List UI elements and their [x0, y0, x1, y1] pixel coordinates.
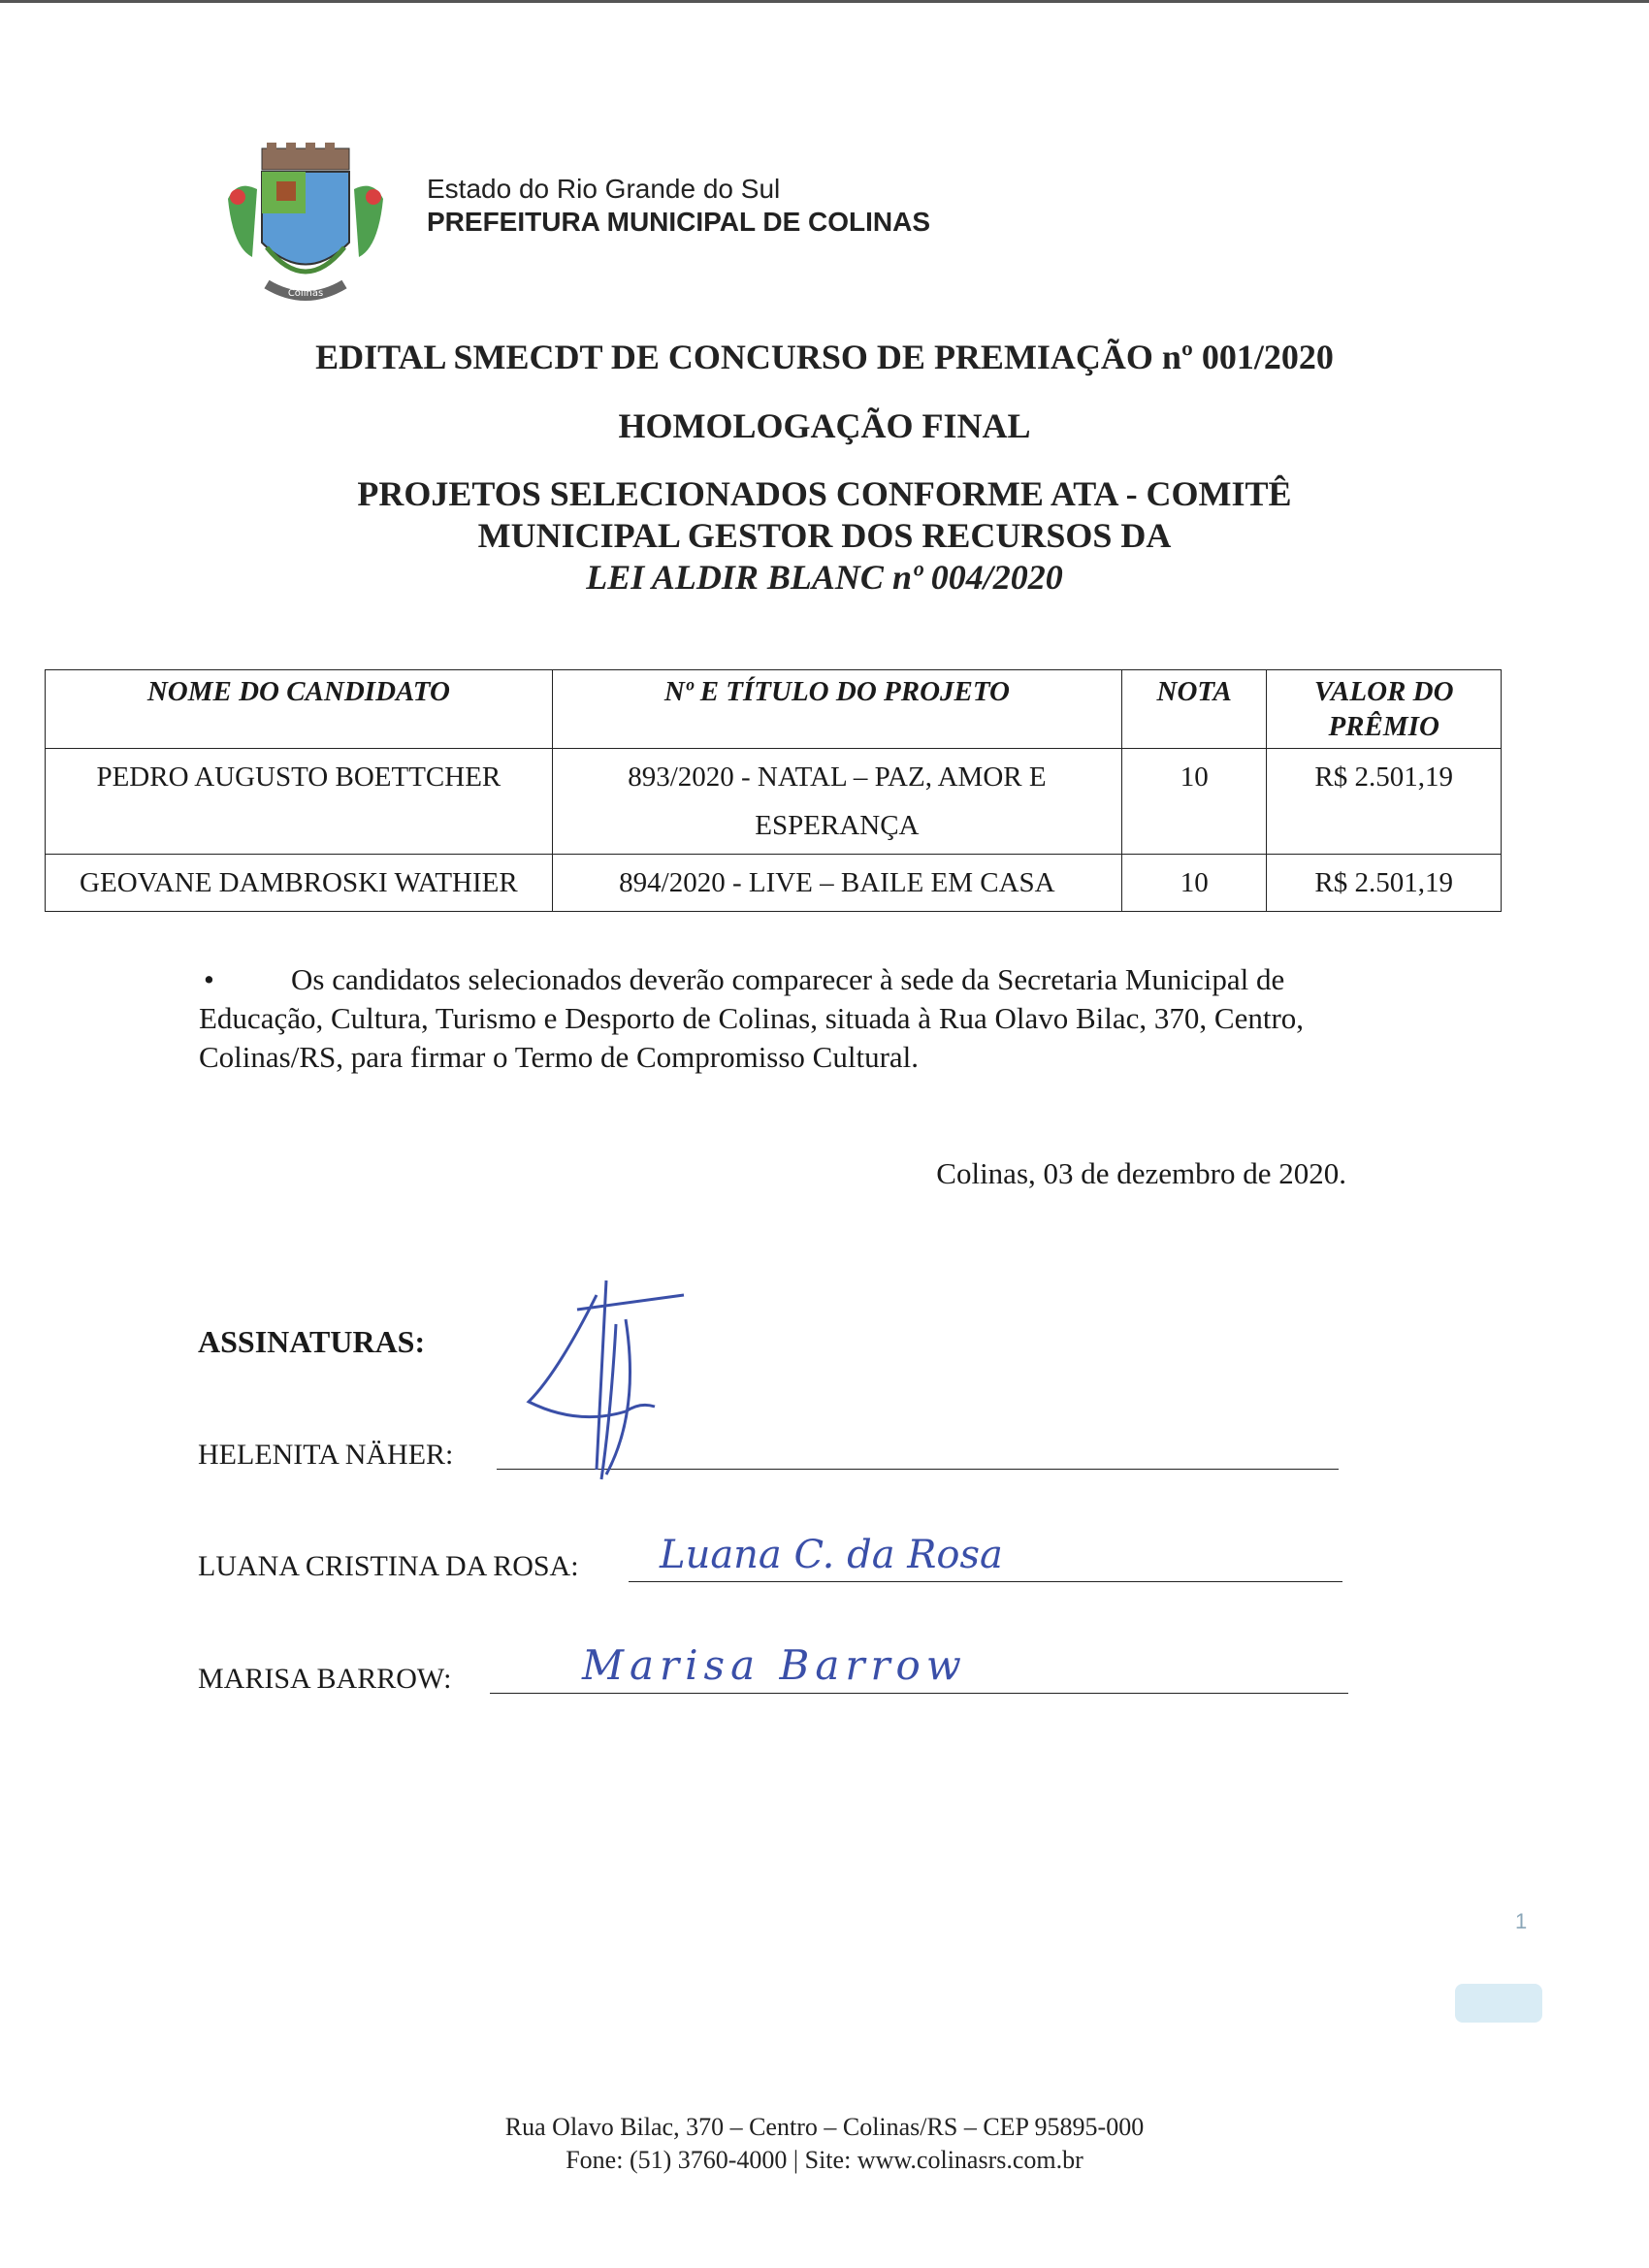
edital-title: EDITAL SMECDT DE CONCURSO DE PREMIAÇÃO nº 001/2020 [315, 338, 1334, 376]
signer-label-luana: LUANA CRISTINA DA ROSA: [198, 1550, 579, 1582]
scan-edge [0, 0, 1649, 3]
coat-of-arms-icon [209, 141, 403, 310]
instruction-note [199, 960, 1348, 1077]
signatures-heading: ASSINATURAS: [198, 1324, 426, 1359]
signature-marisa: Marisa Barrow [582, 1641, 967, 1689]
project-title: 894/2020 - LIVE – BAILE EM CASA [552, 855, 1121, 912]
page-number: 1 [1515, 1909, 1528, 1933]
results-table [45, 669, 1502, 912]
document-date: Colinas, 03 de dezembro de 2020. [936, 1156, 1346, 1190]
header [427, 173, 930, 239]
grade: 10 [1122, 749, 1267, 855]
signer-label-marisa: MARISA BARROW: [198, 1663, 452, 1695]
header-prize: VALOR DO PRÊMIO [1267, 670, 1502, 749]
emblem-text: Colinas [287, 288, 324, 299]
signature-helenita-icon [519, 1266, 694, 1489]
table-row [46, 855, 1502, 912]
footer-contact: Fone: (51) 3760-4000 | Site: www.colinasrs.com.br [566, 2146, 1083, 2174]
signer-label-helenita: HELENITA NÄHER: [198, 1439, 454, 1471]
signature-line [629, 1581, 1342, 1582]
candidate-name: PEDRO AUGUSTO BOETTCHER [46, 749, 553, 855]
stamp-mark [1455, 1984, 1542, 2023]
projects-title [0, 473, 1649, 599]
prize-value: R$ 2.501,19 [1267, 749, 1502, 855]
header-grade: NOTA [1122, 670, 1267, 749]
state-name: Estado do Rio Grande do Sul [427, 174, 781, 204]
table-row [46, 749, 1502, 855]
prize-value: R$ 2.501,19 [1267, 855, 1502, 912]
prefecture-name: PREFEITURA MUNICIPAL DE COLINAS [427, 207, 931, 237]
projects-title-line1: PROJETOS SELECIONADOS CONFORME ATA - COMITÊ [357, 474, 1292, 513]
header-project: Nº E TÍTULO DO PROJETO [552, 670, 1121, 749]
header-candidate: NOME DO CANDIDATO [46, 670, 553, 749]
grade: 10 [1122, 855, 1267, 912]
instruction-text: Os candidatos selecionados deverão comparecer à sede da Secretaria Municipal de Educação, Cultura, Turismo e Desporto de Colinas, situada à Rua Olavo Bilac, 370, Centro, Colinas/RS, para firmar o Termo de Compromisso Cultural. [199, 962, 1305, 1074]
footer-address: Rua Olavo Bilac, 370 – Centro – Colinas/RS – CEP 95895-000 [504, 2113, 1145, 2141]
signature-luana: Luana C. da Rosa [660, 1533, 1003, 1577]
homologation-title: HOMOLOGAÇÃO FINAL [618, 406, 1031, 445]
projects-title-line2: MUNICIPAL GESTOR DOS RECURSOS DA [477, 516, 1172, 555]
projects-title-line3: LEI ALDIR BLANC nº 004/2020 [586, 558, 1063, 597]
signature-line [490, 1693, 1348, 1694]
table-header-row [46, 670, 1502, 749]
candidate-name: GEOVANE DAMBROSKI WATHIER [46, 855, 553, 912]
bullet-icon: • [204, 962, 214, 996]
project-title: 893/2020 - NATAL – PAZ, AMOR E ESPERANÇA [552, 749, 1121, 855]
